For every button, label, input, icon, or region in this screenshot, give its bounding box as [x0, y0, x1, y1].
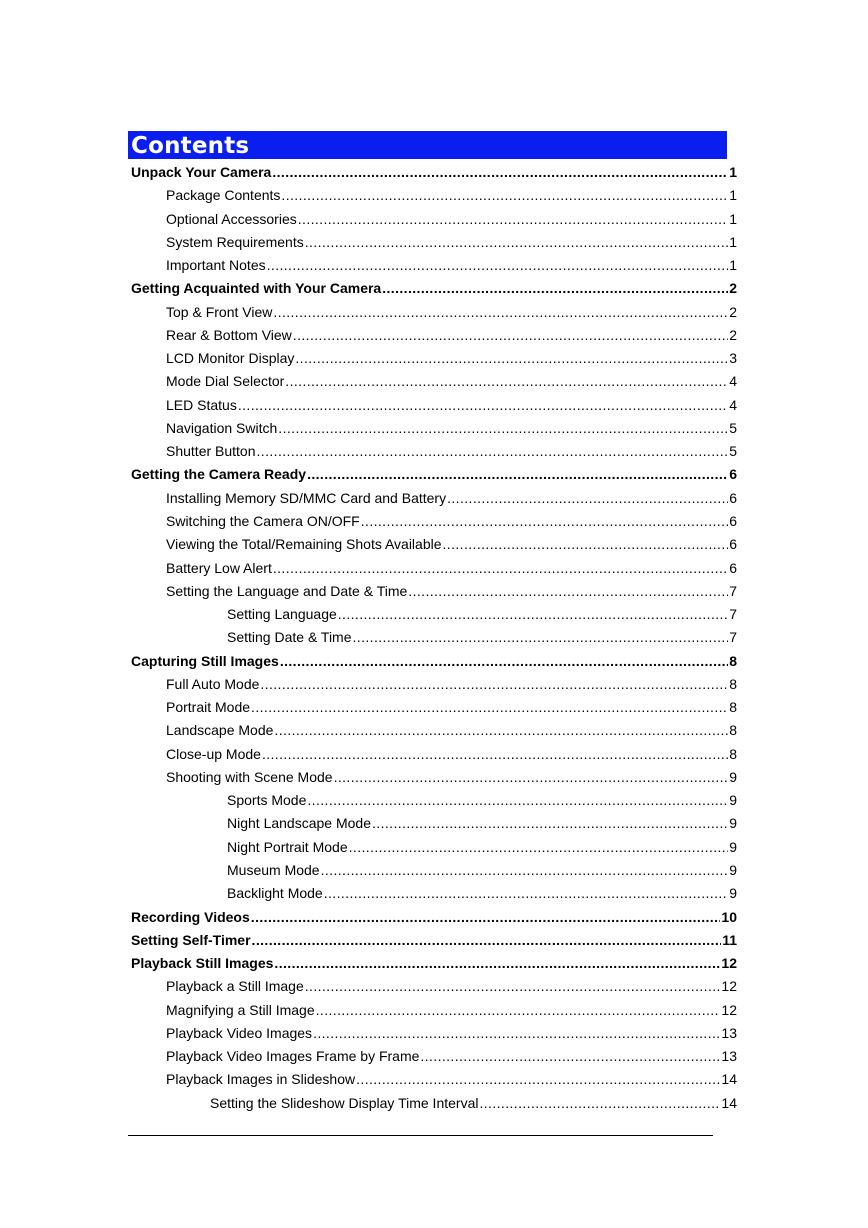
toc-dot-leader — [479, 1092, 720, 1115]
toc-dot-leader — [285, 370, 728, 393]
toc-dot-leader — [295, 347, 728, 370]
toc-entry-title: LCD Monitor Display — [166, 350, 295, 367]
toc-dot-leader — [382, 277, 728, 300]
toc-section-entry[interactable] — [166, 696, 737, 719]
toc-dot-leader — [262, 743, 728, 766]
toc-entry-title: Playback Video Images Frame by Frame — [166, 1048, 420, 1065]
toc-dot-leader — [257, 440, 729, 463]
toc-entry-page-number: 7 — [729, 629, 737, 646]
toc-entry-page-number: 3 — [729, 350, 737, 367]
toc-section-entry[interactable] — [166, 580, 737, 603]
toc-dot-leader — [273, 557, 728, 580]
toc-entry-title: Night Landscape Mode — [227, 815, 371, 832]
toc-entry-page-number: 10 — [721, 908, 737, 925]
toc-entry-page-number: 9 — [729, 815, 737, 832]
toc-entry-title: Setting the Slideshow Display Time Interval — [210, 1094, 479, 1111]
toc-entry-title: System Requirements — [166, 233, 304, 250]
toc-entry-title: Setting the Language and Date & Time — [166, 582, 408, 599]
toc-section-entry[interactable] — [166, 347, 737, 370]
toc-entry-page-number: 2 — [729, 303, 737, 320]
toc-entry-title: Playback Video Images — [166, 1024, 313, 1041]
toc-section-entry[interactable] — [210, 1092, 737, 1115]
toc-entry-page-number: 2 — [729, 280, 737, 297]
toc-entry-title: Shutter Button — [166, 443, 256, 460]
toc-dot-leader — [293, 324, 728, 347]
toc-section-entry[interactable] — [227, 626, 737, 649]
toc-section-entry[interactable] — [166, 301, 737, 324]
toc-entry-title: Playback Still Images — [131, 955, 274, 972]
toc-entry-page-number: 7 — [729, 582, 737, 599]
toc-entry-title: Backlight Mode — [227, 885, 323, 902]
toc-chapter-entry[interactable] — [131, 463, 737, 486]
toc-entry-title: Getting Acquainted with Your Camera — [131, 280, 382, 297]
toc-section-entry[interactable] — [166, 743, 737, 766]
toc-entry-title: Navigation Switch — [166, 419, 278, 436]
toc-section-entry[interactable] — [166, 208, 737, 231]
toc-entry-title: Portrait Mode — [166, 699, 251, 716]
toc-entry-page-number: 6 — [729, 466, 737, 483]
toc-entry-page-number: 6 — [729, 536, 737, 553]
toc-entry-page-number: 7 — [729, 606, 737, 623]
toc-section-entry[interactable] — [227, 882, 737, 905]
toc-entry-page-number: 5 — [729, 419, 737, 436]
toc-entry-page-number: 9 — [729, 861, 737, 878]
toc-entry-title: Museum Mode — [227, 861, 320, 878]
toc-entry-title: Recording Videos — [131, 908, 250, 925]
toc-entry-title: Viewing the Total/Remaining Shots Available — [166, 536, 442, 553]
toc-dot-leader — [447, 487, 728, 510]
toc-entry-page-number: 13 — [721, 1024, 737, 1041]
toc-entry-page-number: 2 — [729, 326, 737, 343]
toc-section-entry[interactable] — [166, 254, 737, 277]
toc-section-entry[interactable] — [166, 394, 737, 417]
toc-section-entry[interactable] — [166, 766, 737, 789]
toc-entry-title: Capturing Still Images — [131, 652, 279, 669]
toc-section-entry[interactable] — [166, 1045, 737, 1068]
toc-chapter-entry[interactable] — [131, 650, 737, 673]
toc-section-entry[interactable] — [166, 487, 737, 510]
toc-dot-leader — [274, 719, 728, 742]
toc-dot-leader — [356, 1068, 720, 1091]
toc-entry-page-number: 6 — [729, 512, 737, 529]
toc-section-entry[interactable] — [166, 324, 737, 347]
toc-entry-title: Optional Accessories — [166, 210, 297, 227]
toc-entry-page-number: 8 — [729, 675, 737, 692]
toc-entry-title: Unpack Your Camera — [131, 164, 272, 180]
toc-section-entry[interactable] — [227, 603, 737, 626]
toc-dot-leader — [238, 394, 728, 417]
toc-entry-title: Setting Self-Timer — [131, 931, 251, 948]
toc-entry-title: Sports Mode — [227, 792, 307, 809]
toc-dot-leader — [372, 812, 728, 835]
toc-entry-title: Package Contents — [166, 187, 281, 204]
toc-dot-leader — [307, 463, 728, 486]
toc-dot-leader — [324, 882, 728, 905]
toc-dot-leader — [305, 975, 721, 998]
toc-entry-page-number: 9 — [729, 838, 737, 855]
toc-dot-leader — [251, 696, 728, 719]
toc-section-entry[interactable] — [166, 184, 737, 207]
toc-entry-title: Full Auto Mode — [166, 675, 260, 692]
toc-entry-title: Battery Low Alert — [166, 559, 272, 576]
toc-dot-leader — [307, 789, 728, 812]
toc-entry-page-number: 8 — [729, 699, 737, 716]
toc-chapter-entry[interactable] — [131, 906, 737, 929]
toc-dot-leader — [274, 952, 720, 975]
toc-dot-leader — [316, 999, 721, 1022]
toc-entry-title: Close-up Mode — [166, 745, 261, 762]
toc-entry-title: Playback a Still Image — [166, 978, 304, 995]
toc-section-entry[interactable] — [166, 975, 737, 998]
toc-entry-title: Rear & Bottom View — [166, 326, 292, 343]
toc-entry-title: Landscape Mode — [166, 722, 274, 739]
toc-section-entry[interactable] — [166, 370, 737, 393]
toc-entry-title: Important Notes — [166, 257, 266, 274]
toc-dot-leader — [272, 161, 728, 184]
toc-entry-page-number: 1 — [729, 257, 737, 274]
toc-entry-page-number: 8 — [729, 652, 737, 669]
toc-dot-leader — [443, 533, 729, 556]
footer-divider — [128, 1135, 713, 1136]
toc-entry-page-number: 9 — [729, 792, 737, 809]
toc-entry-page-number: 9 — [729, 885, 737, 902]
toc-entry-page-number: 12 — [721, 955, 737, 972]
toc-section-entry[interactable] — [166, 533, 737, 556]
toc-dot-leader — [338, 603, 728, 626]
toc-entry-title: Switching the Camera ON/OFF — [166, 512, 360, 529]
toc-entry-page-number: 8 — [729, 722, 737, 739]
toc-section-entry[interactable] — [166, 673, 737, 696]
toc-section-entry[interactable] — [227, 836, 737, 859]
toc-dot-leader — [278, 417, 728, 440]
toc-entry-page-number: 12 — [721, 1001, 737, 1018]
toc-dot-leader — [408, 580, 728, 603]
toc-dot-leader — [321, 859, 729, 882]
toc-section-entry[interactable] — [166, 999, 737, 1022]
toc-section-entry[interactable] — [166, 417, 737, 440]
toc-entry-title: Playback Images in Slideshow — [166, 1071, 356, 1088]
toc-dot-leader — [298, 208, 728, 231]
toc-chapter-entry[interactable] — [131, 929, 737, 952]
toc-entry-page-number: 1 — [729, 233, 737, 250]
toc-entry-page-number: 1 — [729, 164, 737, 180]
toc-dot-leader — [353, 626, 729, 649]
toc-section-entry[interactable] — [227, 789, 737, 812]
toc-entry-page-number: 11 — [722, 931, 737, 948]
toc-dot-leader — [361, 510, 728, 533]
toc-dot-leader — [260, 673, 728, 696]
toc-entry-page-number: 13 — [721, 1048, 737, 1065]
toc-entry-page-number: 5 — [729, 443, 737, 460]
toc-section-entry[interactable] — [227, 812, 737, 835]
toc-chapter-entry[interactable] — [131, 277, 737, 300]
toc-entry-page-number: 1 — [729, 187, 737, 204]
toc-chapter-entry[interactable] — [131, 952, 737, 975]
toc-entry-title: Top & Front View — [166, 303, 273, 320]
toc-entry-page-number: 4 — [729, 396, 737, 413]
toc-section-entry[interactable] — [166, 557, 737, 580]
toc-dot-leader — [420, 1045, 720, 1068]
toc-dot-leader — [313, 1022, 720, 1045]
toc-entry-title: Magnifying a Still Image — [166, 1001, 315, 1018]
toc-entry-title: Installing Memory SD/MMC Card and Battery — [166, 489, 447, 506]
toc-dot-leader — [251, 906, 721, 929]
toc-entry-page-number: 12 — [721, 978, 737, 995]
toc-entry-title: Setting Language — [227, 606, 337, 623]
toc-section-entry[interactable] — [166, 510, 737, 533]
toc-dot-leader — [252, 929, 722, 952]
toc-dot-leader — [305, 231, 728, 254]
toc-section-entry[interactable] — [227, 859, 737, 882]
toc-dot-leader — [334, 766, 729, 789]
toc-dot-leader — [267, 254, 729, 277]
toc-chapter-entry[interactable] — [131, 161, 737, 184]
toc-entry-page-number: 8 — [729, 745, 737, 762]
toc-entry-page-number: 6 — [729, 489, 737, 506]
table-of-contents — [131, 161, 737, 1115]
toc-entry-title: Setting Date & Time — [227, 629, 352, 646]
toc-entry-page-number: 14 — [721, 1071, 737, 1088]
toc-entry-title: Night Portrait Mode — [227, 838, 348, 855]
toc-dot-leader — [281, 184, 728, 207]
toc-entry-page-number: 14 — [721, 1094, 737, 1111]
toc-section-entry[interactable] — [166, 719, 737, 742]
toc-entry-title: LED Status — [166, 396, 237, 413]
toc-dot-leader — [273, 301, 728, 324]
toc-dot-leader — [349, 836, 729, 859]
page-title: Contents — [128, 131, 727, 159]
toc-section-entry[interactable] — [166, 440, 737, 463]
toc-entry-page-number: 4 — [729, 373, 737, 390]
toc-entry-page-number: 1 — [729, 210, 737, 227]
toc-section-entry[interactable] — [166, 1068, 737, 1091]
toc-entry-page-number: 9 — [729, 768, 737, 785]
toc-entry-page-number: 6 — [729, 559, 737, 576]
toc-entry-title: Mode Dial Selector — [166, 373, 285, 390]
toc-section-entry[interactable] — [166, 1022, 737, 1045]
toc-entry-title: Shooting with Scene Mode — [166, 768, 333, 785]
toc-entry-title: Getting the Camera Ready — [131, 466, 307, 483]
toc-section-entry[interactable] — [166, 231, 737, 254]
toc-dot-leader — [280, 650, 728, 673]
